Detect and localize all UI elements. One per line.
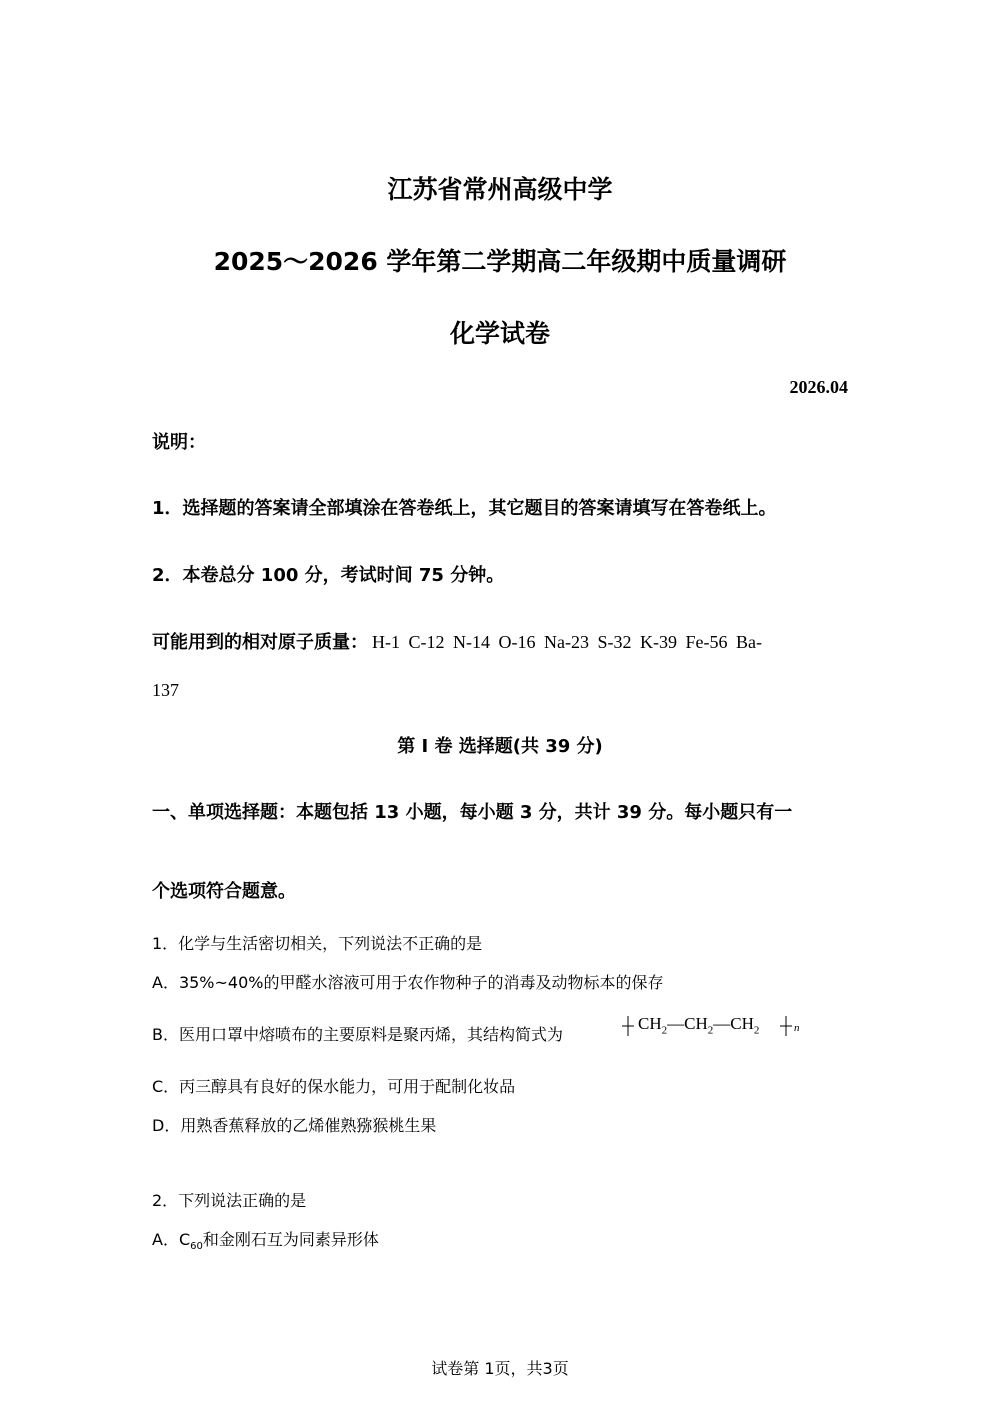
exam-date: 2026.04 [789,377,848,397]
question-2-option-a-prefix: A．C [152,1230,191,1249]
page-footer: 试卷第 1页，共3页 [431,1359,569,1378]
instruction-item-1: 1．选择题的答案请全部填涂在答卷纸上，其它题目的答案请填写在答卷纸上。 [152,498,777,519]
school-title: 江苏省常州高级中学 [387,175,613,204]
question-2-option-a [152,1227,379,1252]
atomic-mass-line [152,628,762,654]
section-title: 第 Ⅰ 卷 选择题(共 39 分) [397,736,603,757]
question-1-option-d: D．用熟香蕉释放的乙烯催熟猕猴桃生果 [152,1116,437,1135]
question-2-option-a-subscript: 60 [190,1241,203,1253]
polymer-repeat-unit: $CH_2—CH_2—CH_2$ [638,1014,760,1037]
instructions-label: 说明： [152,432,206,453]
atomic-mass-values-continued: 137 [152,680,179,700]
atomic-mass-values: H-1 C-12 N-14 O-16 Na-23 S-32 K-39 Fe-56 Ba- [372,632,762,652]
subject-title: 化学试卷 [449,319,550,348]
section-instruction-line-2: 个选项符合题意。 [152,881,296,902]
question-2-option-a-suffix: 和金刚石互为同素异形体 [202,1230,379,1249]
exam-title: 2025～2026 学年第二学期高二年级期中质量调研 [213,247,787,276]
atomic-mass-label: 可能用到的相对原子质量： [152,632,368,653]
question-1-option-a: A．35%~40%的甲醛水溶液可用于农作物种子的消毒及动物标本的保存 [152,973,664,992]
question-2-stem: 2．下列说法正确的是 [152,1191,307,1210]
polymer-n-subscript: n [794,1022,800,1034]
section-instruction-line-1: 一、单项选择题：本题包括 13 小题，每小题 3 分，共计 39 分。每小题只有一 [152,802,793,823]
question-1-option-c: C．丙三醇具有良好的保水能力，可用于配制化妆品 [152,1077,516,1096]
question-1-stem: 1．化学与生活密切相关，下列说法不正确的是 [152,934,483,953]
instruction-item-2: 2．本卷总分 100 分，考试时间 75 分钟。 [152,565,505,586]
question-1-option-b: B．医用口罩中熔喷布的主要原料是聚丙烯，其结构简式为 [152,1025,563,1044]
